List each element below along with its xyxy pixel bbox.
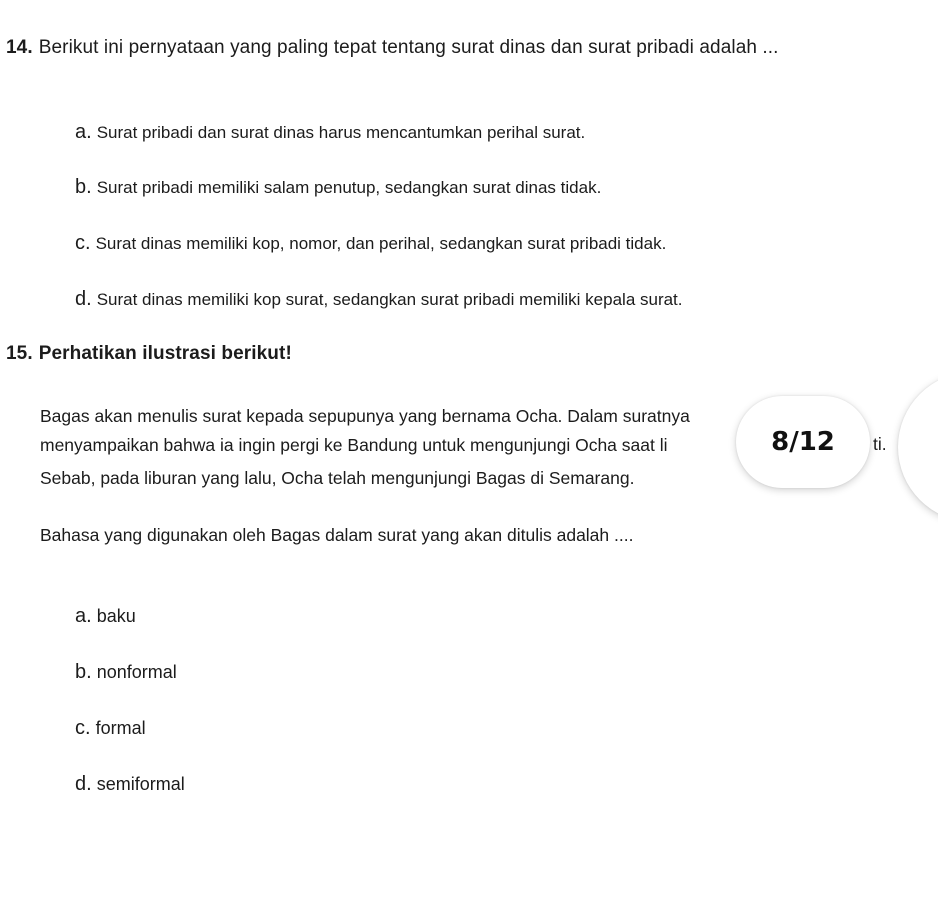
question-14-option-a[interactable] (75, 121, 585, 144)
question-14-title (6, 37, 779, 59)
question-15-option-b[interactable] (75, 661, 177, 684)
option-text: Surat dinas memiliki kop, nomor, dan perihal, sedangkan surat pribadi tidak. (95, 234, 667, 253)
passage-line-2: menyampaikan bahwa ia ingin pergi ke Bandung untuk mengunjungi Ocha saat li (40, 435, 668, 455)
option-letter: a. (75, 121, 92, 143)
question-15-title (6, 343, 292, 365)
passage-line-2-tail: ti. (873, 434, 887, 454)
option-text: Surat pribadi dan surat dinas harus mencantumkan perihal surat. (96, 123, 586, 142)
question-15-option-c[interactable] (75, 717, 146, 740)
question-14-text: Berikut ini pernyataan yang paling tepat tentang surat dinas dan surat pribadi adalah ... (38, 37, 779, 58)
question-15-option-a[interactable] (75, 605, 136, 628)
question-15-text: Perhatikan ilustrasi berikut! (38, 343, 292, 364)
page-indicator[interactable]: 8/12 (736, 396, 870, 488)
option-letter: d. (75, 288, 92, 310)
option-letter: c. (75, 717, 91, 739)
option-letter: b. (75, 176, 92, 198)
option-letter: b. (75, 661, 92, 683)
option-text: nonformal (96, 662, 177, 682)
option-letter: a. (75, 605, 92, 627)
option-letter: d. (75, 773, 92, 795)
question-14-number: 14. (6, 37, 33, 58)
option-text: semiformal (96, 774, 185, 794)
question-15-number: 15. (6, 343, 33, 364)
option-text: formal (95, 718, 146, 738)
question-14-option-b[interactable] (75, 176, 601, 199)
option-text: Surat dinas memiliki kop surat, sedangkan surat pribadi memiliki kepala surat. (96, 290, 683, 309)
question-14-option-d[interactable] (75, 288, 683, 311)
question-14-option-c[interactable] (75, 232, 666, 255)
question-15-prompt: Bahasa yang digunakan oleh Bagas dalam surat yang akan ditulis adalah .... (40, 525, 634, 545)
option-text: baku (96, 606, 136, 626)
passage-line-3: Sebab, pada liburan yang lalu, Ocha telah mengunjungi Bagas di Semarang. (40, 468, 635, 488)
floating-action-button[interactable] (898, 372, 938, 522)
option-text: Surat pribadi memiliki salam penutup, sedangkan surat dinas tidak. (96, 178, 602, 197)
question-15-option-d[interactable] (75, 773, 185, 796)
option-letter: c. (75, 232, 91, 254)
passage-line-1: Bagas akan menulis surat kepada sepupunya yang bernama Ocha. Dalam suratnya (40, 406, 690, 426)
